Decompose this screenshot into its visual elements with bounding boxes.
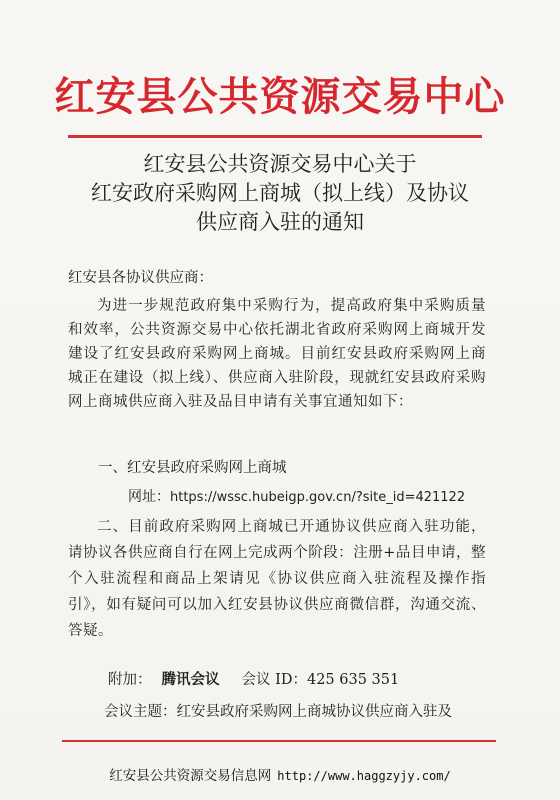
- watermark-footer: [0, 764, 560, 784]
- document-title: [0, 150, 560, 237]
- paragraph-intro: 为进一步规范政府集中采购行为，提高政府集中采购质量和效率，公共资源交易中心依托湖北省政府采购网上商城开发建设了红安县政府采购网上商城。目前红安县政府采购网上商城正在建设（拟上线）、供应商入驻阶段，现就红安县政府采购网上商城供应商入驻及品目申请有关事宜通知如下：: [68, 298, 486, 410]
- website-url[interactable]: https://wssc.hubeigp.gov.cn/?site_id=421122: [170, 490, 466, 505]
- title-line-3: 供应商入驻的通知: [196, 210, 364, 234]
- letterhead-title: 红安县公共资源交易中心: [54, 73, 506, 120]
- title-line-1: 红安县公共资源交易中心关于: [143, 152, 417, 176]
- attachment-line: [108, 668, 399, 689]
- letterhead-red-rule: [68, 135, 482, 138]
- meeting-topic: 会议主题：红安县政府采购网上商城协议供应商入驻及: [104, 704, 452, 720]
- website-line: [128, 486, 465, 506]
- paragraph-section-2: 二、目前政府采购网上商城已开通协议供应商入驻功能，请协议各供应商自行在网上完成两个阶段：注册+品目申请，整个入驻流程和商品上架请见《协议供应商入驻流程及操作指引》，如有疑问可以加入红安县协议供应商微信群，沟通交流、答疑。: [68, 519, 486, 639]
- footer-site-url[interactable]: http://www.haggzyjy.com/: [277, 769, 451, 783]
- salutation: 红安县各协议供应商：: [68, 270, 213, 286]
- section-heading-1: 一、红安县政府采购网上商城: [98, 460, 287, 476]
- website-label: 网址：: [128, 489, 170, 505]
- meeting-id-label: 会议 ID：: [241, 672, 307, 688]
- footer-site-name: 红安县公共资源交易信息网: [109, 768, 272, 784]
- meeting-app-name: 腾讯会议: [161, 671, 220, 688]
- attachment-label: 附加：: [108, 672, 152, 688]
- title-line-2: 红安政府采购网上商城（拟上线）及协议: [91, 181, 469, 205]
- meeting-id: 425 635 351: [306, 672, 400, 688]
- footer-red-rule: [62, 740, 496, 742]
